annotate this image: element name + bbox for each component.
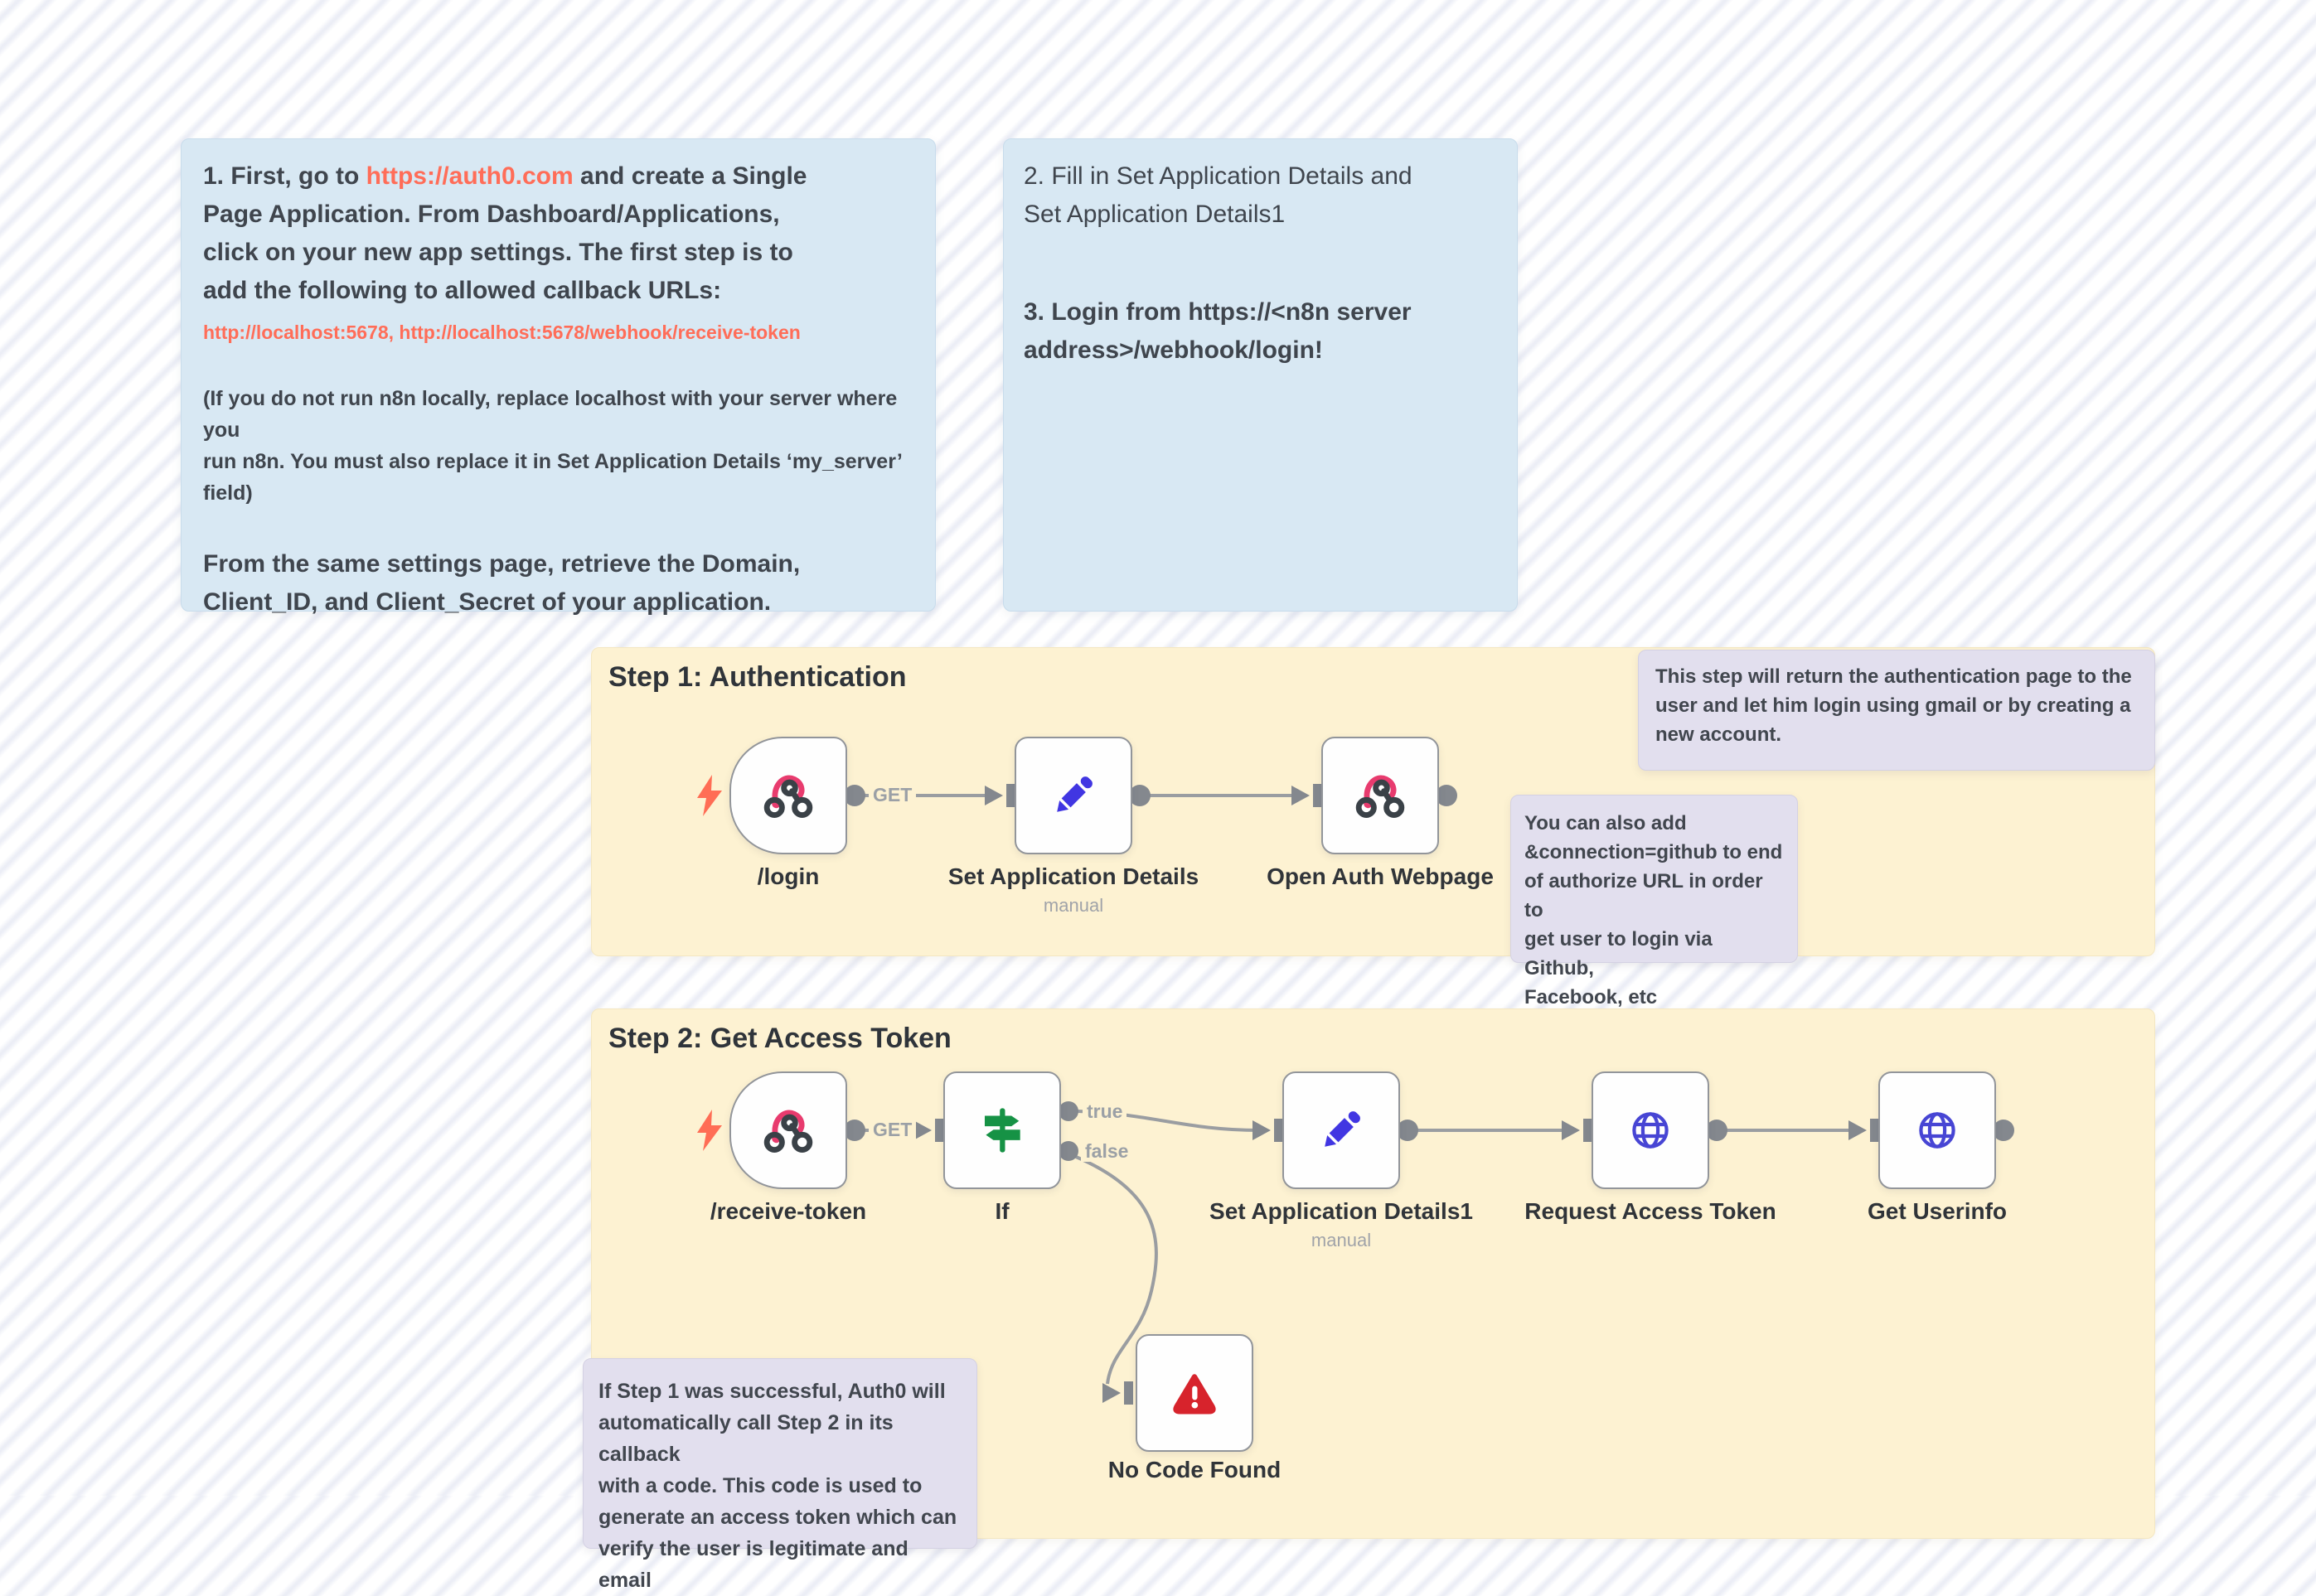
input-port-if	[913, 1119, 944, 1142]
trigger-bolt-step2-icon[interactable]	[695, 1109, 724, 1152]
node-login-label: /login	[757, 863, 820, 889]
node-request-access-token-label: Request Access Token	[1524, 1198, 1776, 1224]
note2-item3: 3. Login from https://<n8n server address>/webhook/login!	[1024, 298, 1412, 364]
node-if-label: If	[995, 1198, 1010, 1224]
pencil-icon	[1312, 1101, 1370, 1159]
input-port-request-token	[1562, 1119, 1592, 1142]
input-port-set-details1	[1252, 1119, 1283, 1142]
trigger-bolt-step1-icon[interactable]	[695, 774, 724, 817]
output-port-if-false[interactable]	[1059, 1141, 1078, 1161]
step1-title: Step 1: Authentication	[608, 661, 907, 693]
node-request-access-token[interactable]	[1592, 1071, 1709, 1189]
callback-urls-text[interactable]: http://localhost:5678, http://localhost:5678/webhook/receive-token	[203, 322, 801, 343]
node-set-application-details[interactable]	[1015, 737, 1132, 854]
wire-label-false: false	[1081, 1140, 1132, 1162]
node-set-application-details-label: Set Application Details	[947, 863, 1199, 889]
wire-label-true: true	[1083, 1100, 1127, 1122]
note1-paragraph-2: (If you do not run n8n locally, replace localhost with your server where you run n8n. You must also replace it in Set Application Details ‘my_server’ field)	[203, 387, 902, 505]
node-login[interactable]	[729, 737, 847, 854]
node-open-auth-webpage[interactable]	[1321, 737, 1439, 854]
pencil-icon	[1044, 767, 1102, 825]
webhook-icon	[757, 764, 820, 827]
node-set-application-details1[interactable]	[1282, 1071, 1400, 1189]
globe-icon	[1621, 1101, 1679, 1159]
step2-title: Step 2: Get Access Token	[608, 1023, 952, 1054]
step1-comment-text: This step will return the authentication page to the user and let him login using gmail or by creating a new account.	[1655, 665, 2132, 746]
auth0-link[interactable]: https://auth0.com	[366, 162, 574, 190]
node-if[interactable]	[943, 1071, 1061, 1189]
node-get-userinfo-label: Get Userinfo	[1867, 1198, 2008, 1224]
node-receive-token-label: /receive-token	[710, 1198, 867, 1224]
wire-label-get-step2: GET	[869, 1119, 916, 1140]
globe-icon	[1908, 1101, 1966, 1159]
node-set-application-details1-sublabel: manual	[1311, 1230, 1372, 1250]
signpost-icon	[973, 1101, 1031, 1159]
warning-triangle-icon	[1165, 1364, 1223, 1422]
node-get-userinfo[interactable]	[1878, 1071, 1996, 1189]
step2-comment-text: If Step 1 was successful, Auth0 will automatically call Step 2 in its callback with a code. This code is used to generate an access token which can verify the user is legitimate and email	[598, 1380, 957, 1592]
webhook-icon	[1349, 764, 1412, 827]
input-port-get-userinfo	[1848, 1119, 1879, 1142]
note2-item2: 2. Fill in Set Application Details and Set Application Details1	[1024, 162, 1412, 228]
node-set-application-details1-label: Set Application Details1	[1209, 1198, 1473, 1224]
node-no-code-found-label: No Code Found	[1107, 1457, 1282, 1482]
input-port-open-auth	[1291, 784, 1322, 807]
node-set-application-details-sublabel: manual	[1043, 895, 1104, 916]
note1-paragraph-1: 1. First, go to https://auth0.com and create a Single Page Application. From Dashboard/Applications, click on your new app settings. The first step is to add the following to allowed callback URLs:	[203, 162, 807, 304]
node-receive-token[interactable]	[729, 1071, 847, 1189]
output-port-if-true[interactable]	[1059, 1101, 1078, 1121]
note1-paragraph-3: From the same settings page, retrieve the Domain, Client_ID, and Client_Secret of your application.	[203, 550, 801, 616]
wire-label-get-step1: GET	[869, 784, 916, 805]
node-no-code-found[interactable]	[1136, 1334, 1253, 1452]
input-port-set-details	[985, 784, 1015, 807]
webhook-icon	[757, 1099, 820, 1162]
connection-tip-text: You can also add &connection=github to end of authorize URL in order to get user to login via Github, Facebook, etc	[1524, 812, 1783, 1008]
node-open-auth-webpage-label: Open Auth Webpage	[1267, 863, 1494, 889]
input-port-no-code-found	[1102, 1381, 1133, 1405]
